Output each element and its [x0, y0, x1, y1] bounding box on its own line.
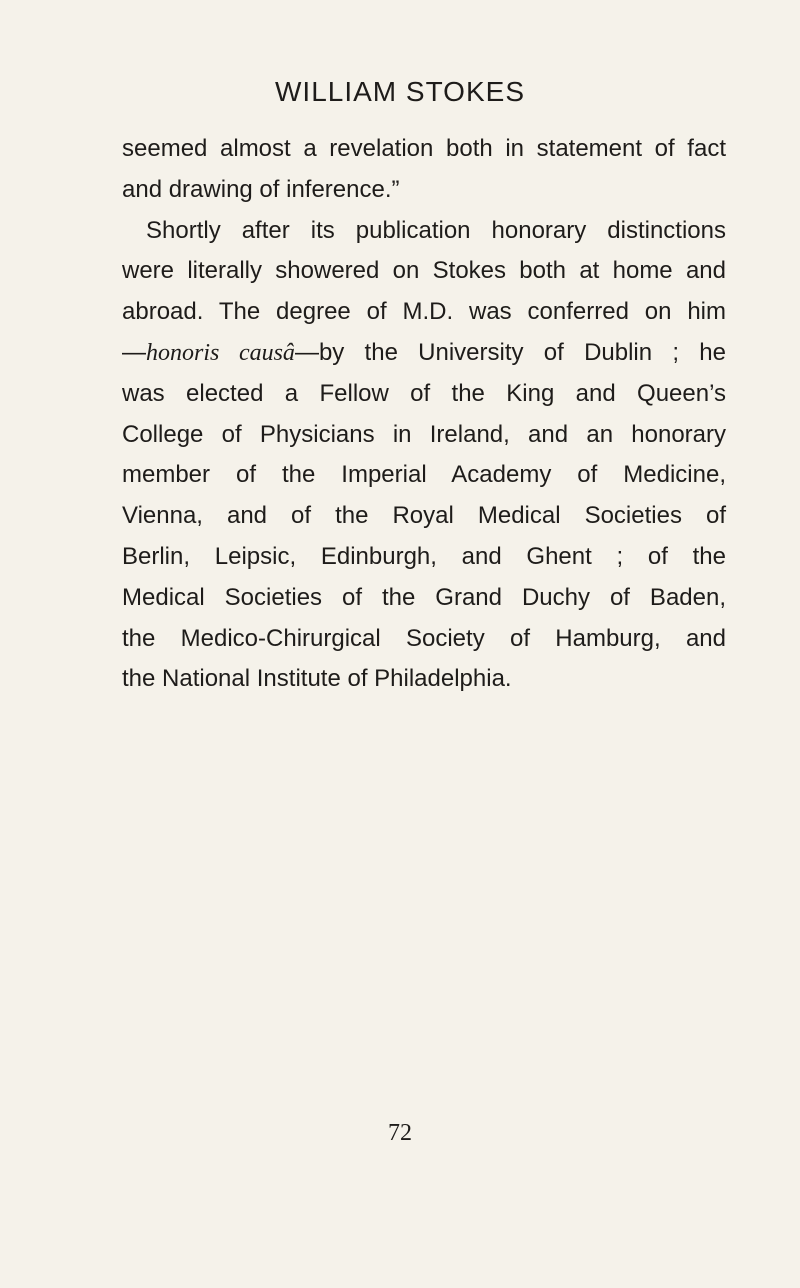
- text-line: the National Institute of Philadelphia.: [122, 665, 512, 693]
- text-line-with-italic: [122, 333, 726, 374]
- text-line: were literally showered on Stokes both at home and: [122, 257, 726, 285]
- text-line: member of the Imperial Academy of Medicine,: [122, 461, 726, 489]
- text-line: was elected a Fellow of the King and Queen’s: [122, 379, 726, 407]
- running-head: WILLIAM STOKES: [275, 76, 525, 107]
- text-line: Berlin, Leipsic, Edinburgh, and Ghent ; of the: [122, 542, 726, 570]
- line-remainder: —by the University of Dublin ; he: [294, 338, 726, 366]
- em-dash: —: [122, 338, 146, 366]
- text-line: abroad. The degree of M.D. was conferred on him: [122, 298, 726, 326]
- body-text: [122, 129, 726, 700]
- page-number: 72: [388, 1120, 412, 1146]
- text-line: the Medico-Chirurgical Society of Hamburg, and: [122, 624, 726, 652]
- text-line: Vienna, and of the Royal Medical Societies of: [122, 502, 726, 530]
- text-line: seemed almost a revelation both in statement of fact: [122, 135, 726, 162]
- text-line: and drawing of inference.”: [122, 175, 400, 203]
- text-line: Shortly after its publication honorary distinctions: [146, 216, 726, 244]
- italic-phrase: honoris causâ: [146, 339, 295, 366]
- text-line: College of Physicians in Ireland, and an honorary: [122, 420, 726, 448]
- text-line: Medical Societies of the Grand Duchy of Baden,: [122, 583, 726, 611]
